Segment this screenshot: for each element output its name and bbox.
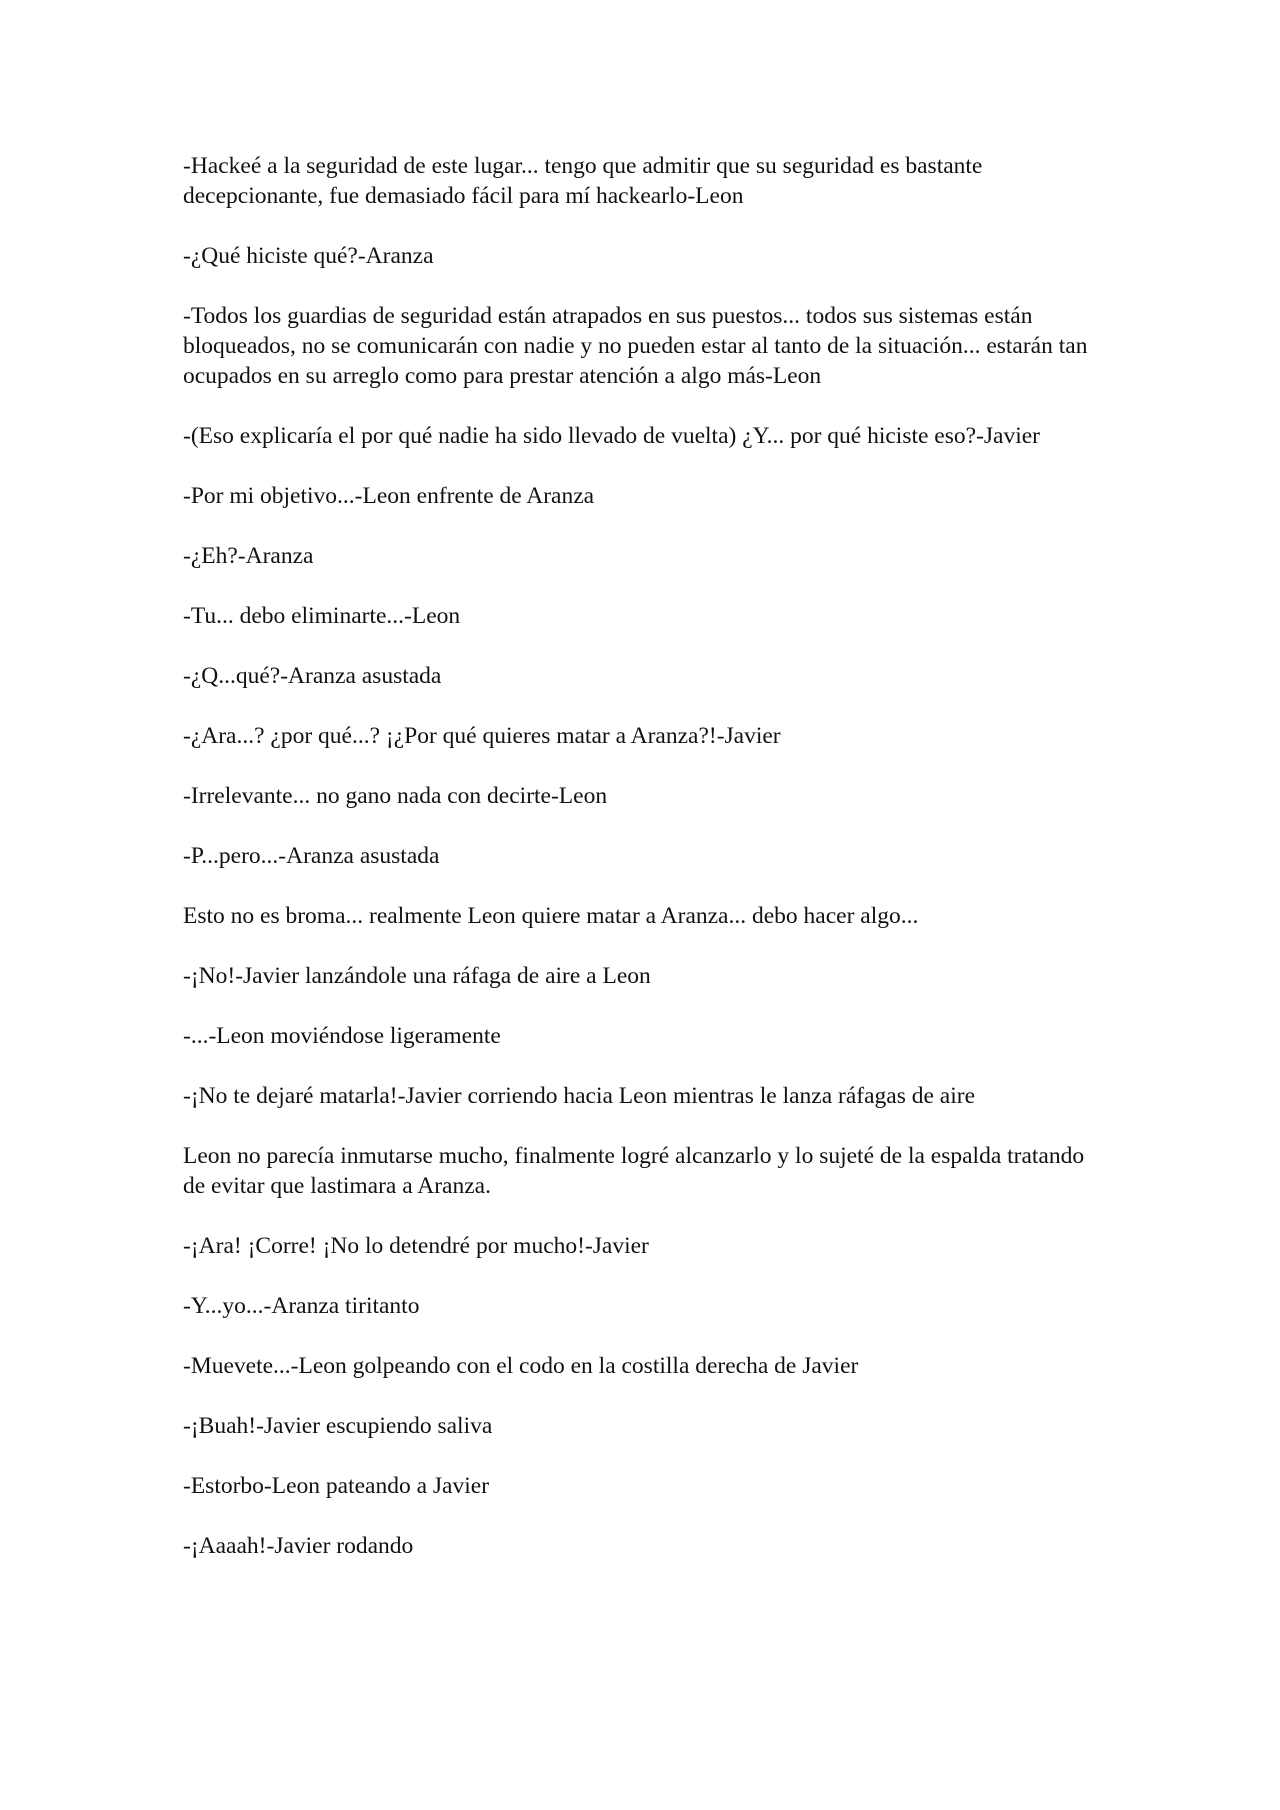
paragraph: -(Eso explicaría el por qué nadie ha sido llevado de vuelta) ¿Y... por qué hiciste eso?-Javier: [183, 423, 1041, 449]
paragraph: -¡Buah!-Javier escupiendo saliva: [183, 1413, 493, 1439]
paragraph: -Irrelevante... no gano nada con decirte-Leon: [183, 783, 608, 809]
paragraph: -¿Eh?-Aranza: [183, 543, 314, 569]
paragraph: -Tu... debo eliminarte...-Leon: [183, 603, 461, 629]
paragraph: -¡Aaaah!-Javier rodando: [183, 1533, 414, 1559]
paragraph: -Y...yo...-Aranza tiritanto: [183, 1293, 420, 1319]
paragraph: -...-Leon moviéndose ligeramente: [183, 1023, 501, 1049]
paragraph: -Por mi objetivo...-Leon enfrente de Aranza: [183, 483, 595, 509]
paragraph: -P...pero...-Aranza asustada: [183, 843, 440, 869]
paragraph: -¡No te dejaré matarla!-Javier corriendo hacia Leon mientras le lanza ráfagas de aire: [183, 1083, 976, 1109]
paragraph: Esto no es broma... realmente Leon quiere matar a Aranza... debo hacer algo...: [183, 903, 919, 929]
paragraph: -¿Qué hiciste qué?-Aranza: [183, 243, 434, 269]
paragraph: -Estorbo-Leon pateando a Javier: [183, 1473, 490, 1499]
paragraph: Leon no parecía inmutarse mucho, finalmente logré alcanzarlo y lo sujeté de la espalda tratando de evitar que lastimara a Aranza.: [183, 1143, 1085, 1199]
paragraph: -Muevete...-Leon golpeando con el codo en la costilla derecha de Javier: [183, 1353, 859, 1379]
paragraph: -Todos los guardias de seguridad están atrapados en sus puestos... todos sus sistemas están bloqueados, no se comunicarán con nadie y no pueden estar al tanto de la situación... estarán tan ocupados en su arreglo como para prestar atención a algo más-Leon: [183, 303, 1088, 389]
document-body: [183, 151, 1088, 1591]
paragraph: -¡Ara! ¡Corre! ¡No lo detendré por mucho!-Javier: [183, 1233, 649, 1259]
paragraph: -Hackeé a la seguridad de este lugar... tengo que admitir que su seguridad es bastante decepcionante, fue demasiado fácil para mí hackearlo-Leon: [183, 153, 983, 209]
paragraph: -¡No!-Javier lanzándole una ráfaga de aire a Leon: [183, 963, 651, 989]
paragraph: -¿Ara...? ¿por qué...? ¡¿Por qué quieres matar a Aranza?!-Javier: [183, 723, 781, 749]
paragraph: -¿Q...qué?-Aranza asustada: [183, 663, 442, 689]
